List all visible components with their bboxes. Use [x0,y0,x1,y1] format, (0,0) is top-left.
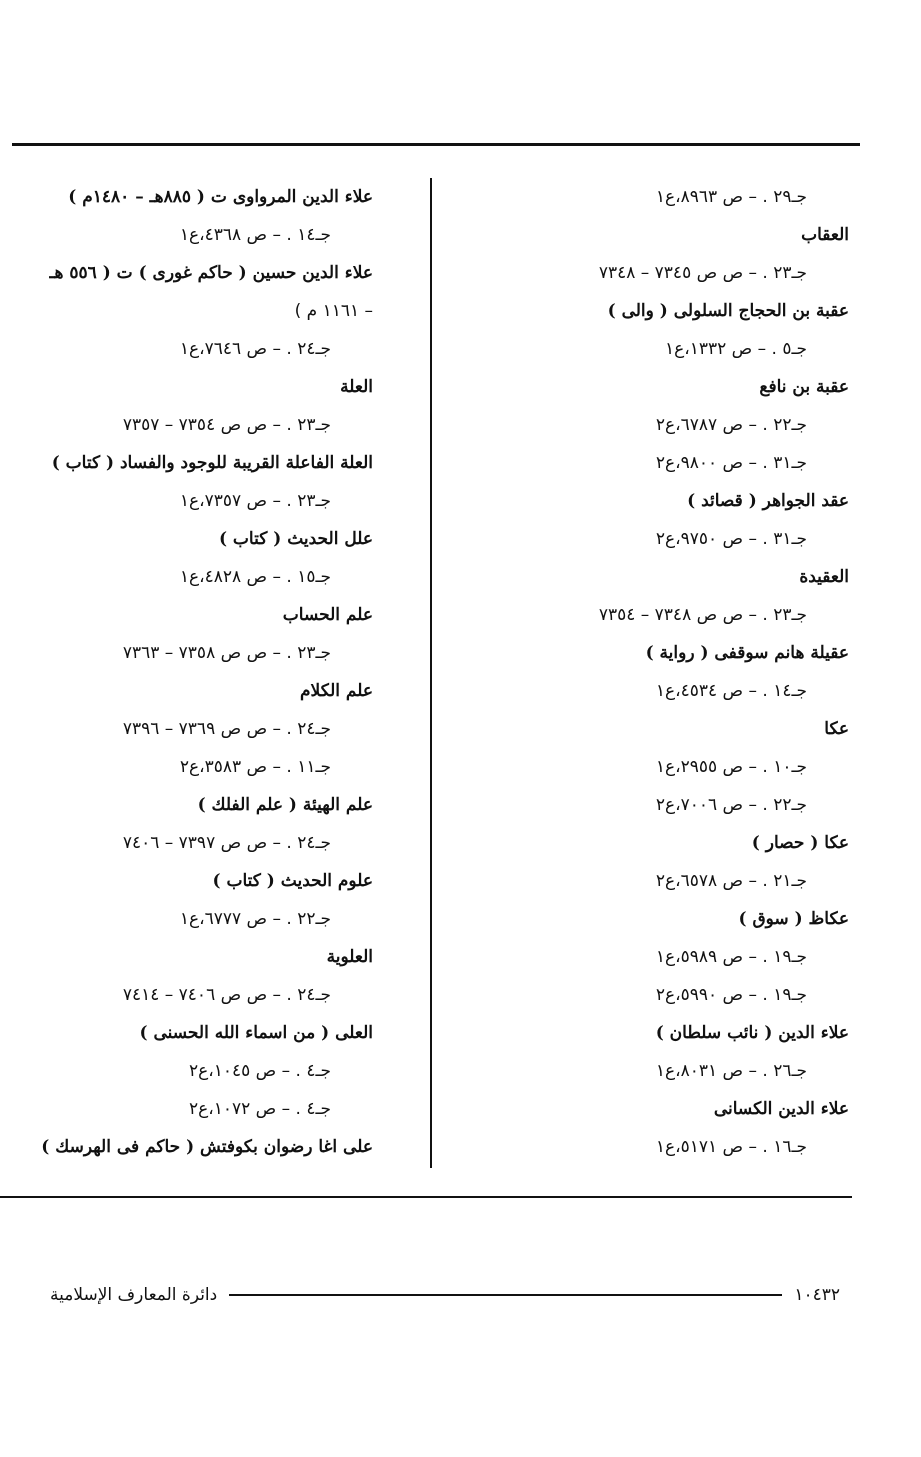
index-reference: جـ٢٢ . – ص ٦٧٨٧،ع٢ [655,415,807,435]
index-entry: العقاب [801,225,849,245]
index-reference: جـ٢٤ . – ص ٧٦٤٦،ع١ [179,339,331,359]
index-entry: علاء الدين المرواوى ت ( ٨٨٥هـ – ١٤٨٠م ) [68,187,373,207]
index-reference: جـ١٩ . – ص ٥٩٩٠،ع٢ [655,985,807,1005]
index-reference: جـ٢٢ . – ص ٦٧٧٧،ع١ [179,909,331,929]
index-entry: عكا ( حصار ) [751,833,849,853]
index-reference: جـ٢٣ . – ص ص ٧٣٤٥ – ٧٣٤٨ [598,263,807,283]
page-number: ١٠٤٣٢ [794,1285,840,1305]
top-rule [12,143,860,146]
index-reference: جـ٢٣ . – ص ص ٧٣٥٨ – ٧٣٦٣ [122,643,331,663]
index-entry: علوم الحديث ( كتاب ) [212,871,373,891]
index-entry: عقد الجواهر ( قصائد ) [687,491,849,511]
index-reference: جـ٢٦ . – ص ٨٠٣١،ع١ [655,1061,807,1081]
publication-title: دائرة المعارف الإسلامية [50,1285,218,1305]
index-reference: جـ٥ . – ص ١٣٣٢،ع١ [664,339,807,359]
index-reference: جـ٢٩ . – ص ٨٩٦٣،ع١ [655,187,807,207]
index-reference: جـ٢٤ . – ص ص ٧٣٩٧ – ٧٤٠٦ [122,833,331,853]
index-reference: جـ٢٣ . – ص ص ٧٣٥٤ – ٧٣٥٧ [122,415,331,435]
index-reference: جـ٢٤ . – ص ص ٧٤٠٦ – ٧٤١٤ [122,985,331,1005]
index-entry: علاء الدين حسين ( حاكم غورى ) ت ( ٥٥٦ هـ [49,263,373,283]
footer-dash [229,1294,782,1296]
index-entry: العلة الفاعلة القريبة للوجود والفساد ( كتاب ) [51,453,373,473]
index-reference: جـ٣١ . – ص ٩٧٥٠،ع٢ [655,529,807,549]
page-footer [50,1280,840,1310]
index-reference: جـ٢٣ . – ص ٧٣٥٧،ع١ [179,491,331,511]
index-reference: جـ١٤ . – ص ٤٣٦٨،ع١ [179,225,331,245]
index-reference: جـ٢٤ . – ص ص ٧٣٦٩ – ٧٣٩٦ [122,719,331,739]
bottom-rule [0,1196,852,1198]
index-entry: عقبة بن الحجاج السلولى ( والى ) [607,301,849,321]
index-entry: علل الحديث ( كتاب ) [218,529,373,549]
index-reference: جـ٢٢ . – ص ٧٠٠٦،ع٢ [655,795,807,815]
index-reference: جـ٤ . – ص ١٠٧٢،ع٢ [188,1099,331,1119]
index-entry: علاء الدين الكسانى [713,1099,849,1119]
index-reference: جـ٤ . – ص ١٠٤٥،ع٢ [188,1061,331,1081]
index-entry: على اغا رضوان بكوفتش ( حاكم فى الهرسك ) [41,1137,373,1157]
index-entry: العقيدة [799,567,849,587]
index-entry: علم الحساب [282,605,373,625]
index-reference: جـ١٥ . – ص ٤٨٢٨،ع١ [179,567,331,587]
index-entry: عكاظ ( سوق ) [738,909,849,929]
column-divider [430,178,432,1168]
right-column [519,178,849,1166]
index-entry: العلوية [326,947,373,967]
index-reference: جـ١٦ . – ص ٥١٧١،ع١ [655,1137,807,1157]
index-reference: جـ١٠ . – ص ٢٩٥٥،ع١ [655,757,807,777]
index-reference: جـ٢١ . – ص ٦٥٧٨،ع٢ [655,871,807,891]
index-reference: جـ١١ . – ص ٣٥٨٣،ع٢ [179,757,331,777]
index-entry: عكا [824,719,849,739]
index-reference: جـ٢٣ . – ص ص ٧٣٤٨ – ٧٣٥٤ [598,605,807,625]
index-reference: جـ١٤ . – ص ٤٥٣٤،ع١ [655,681,807,701]
index-entry: علم الكلام [300,681,373,701]
index-entry: العلى ( من اسماء الله الحسنى ) [139,1023,373,1043]
index-reference: جـ٣١ . – ص ٩٨٠٠،ع٢ [655,453,807,473]
index-entry: علم الهيئة ( علم الفلك ) [197,795,373,815]
index-entry: علاء الدين ( نائب سلطان ) [655,1023,849,1043]
index-reference: جـ١٩ . – ص ٥٩٨٩،ع١ [655,947,807,967]
left-column [21,178,373,1166]
index-entry-continuation: – ١١٦١ م ) [294,301,373,321]
index-entry: عقبة بن نافع [759,377,849,397]
index-entry: عقيلة هانم سوقفى ( رواية ) [645,643,849,663]
index-entry: العلة [340,377,373,397]
